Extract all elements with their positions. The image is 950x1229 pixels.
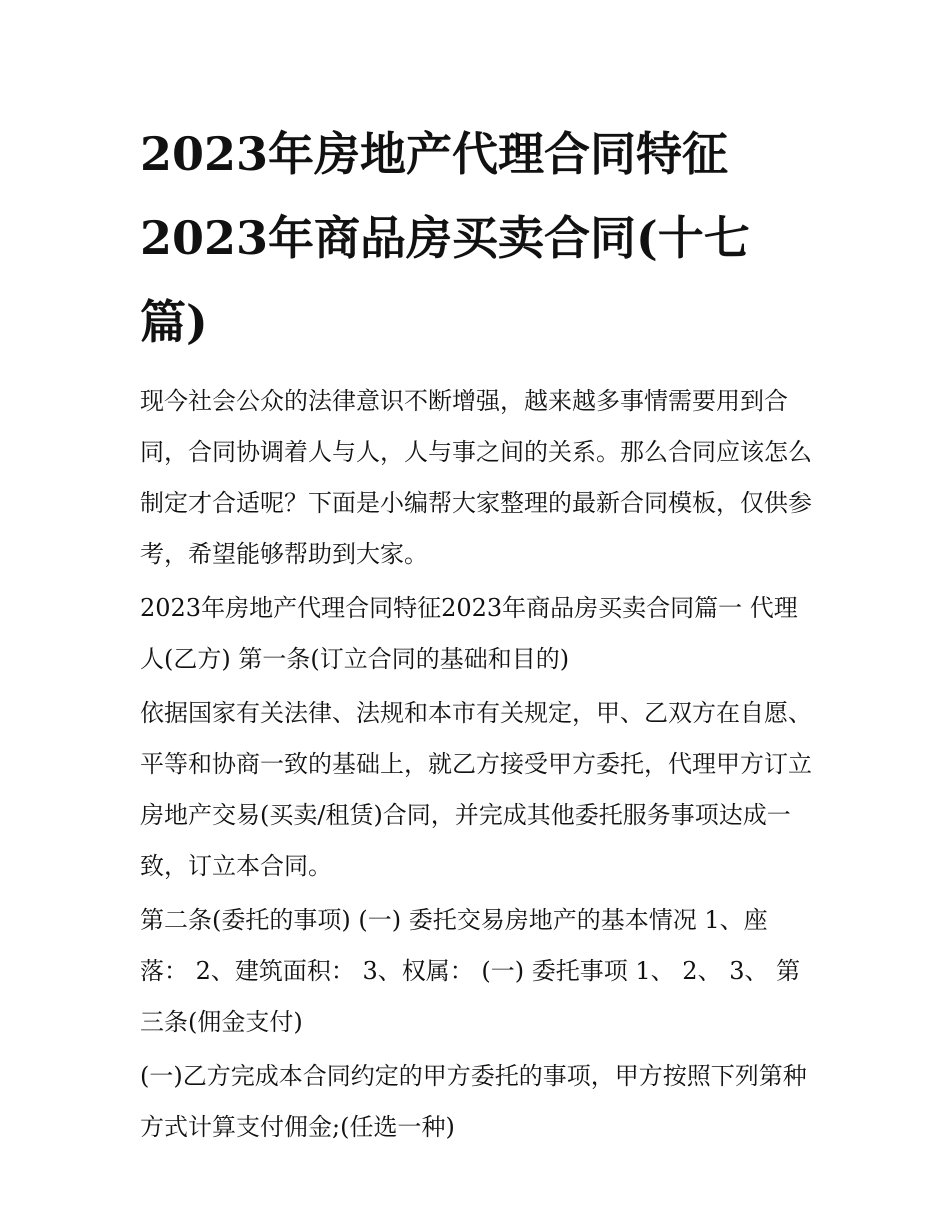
document-page (140, 112, 812, 1156)
paragraph-article-2: 第二条(委托的事项) (一) 委托交易房地产的基本情况 1、座落： 2、建筑面积： 3、权属： (一) 委托事项 1、 2、 3、 第三条(佣金支付) (140, 906, 801, 1036)
paragraph-article-1-body: 依据国家有关法律、法规和本市有关规定，甲、乙双方在自愿、平等和协商一致的基础上，就乙方接受甲方委托，代理甲方订立房地产交易(买卖/租赁)合同，并完成其他委托服务事项达成一致，订立本合同。 (140, 699, 812, 880)
document-body (140, 376, 812, 1153)
paragraph-article-3-item-1: (一)乙方完成本合同约定的甲方委托的事项，甲方按照下列第种方式计算支付佣金;(任选一种) (140, 1062, 807, 1141)
paragraph-intro: 现今社会公众的法律意识不断增强，越来越多事情需要用到合同，合同协调着人与人，人与事之间的关系。那么合同应该怎么制定才合适呢？下面是小编帮大家整理的最新合同模板，仅供参考，希望能够帮助到大家。 (140, 387, 812, 568)
paragraph-heading-article-1: 2023年房地产代理合同特征2023年商品房买卖合同篇一 代理人(乙方) 第一条(订立合同的基础和目的) (140, 594, 798, 673)
document-title: 2023年房地产代理合同特征2023年商品房买卖合同(十七篇) (140, 127, 750, 349)
